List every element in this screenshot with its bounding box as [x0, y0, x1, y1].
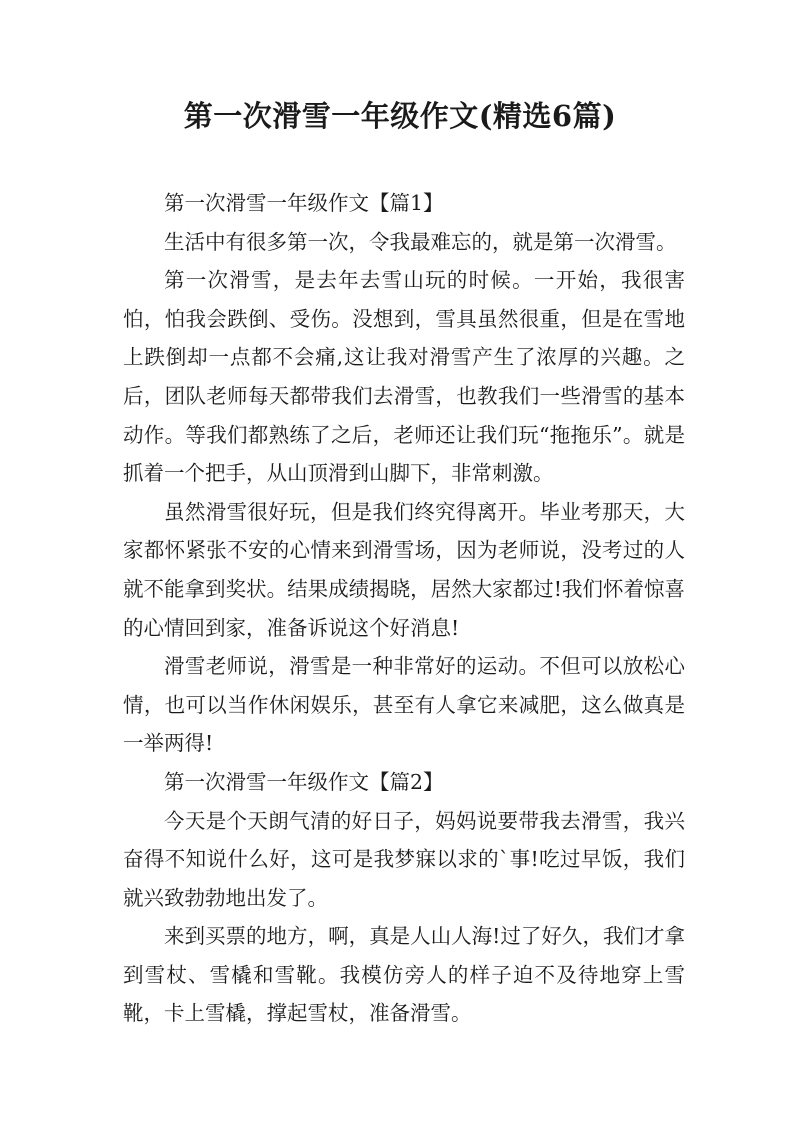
paragraph: 虽然滑雪很好玩，但是我们终究得离开。毕业考那天，大家都怀紧张不安的心情来到滑雪场，因为老师说，没考过的人就不能拿到奖状。结果成绩揭晓，居然大家都过!我们怀着惊喜的心情回到家，准备诉说这个好消息!	[123, 499, 685, 640]
paragraph: 今天是个天朗气清的好日子，妈妈说要带我去滑雪，我兴奋得不知说什么好，这可是我梦寐以求的`事!吃过早饭，我们就兴致勃勃地出发了。	[123, 808, 685, 910]
paragraph: 第一次滑雪，是去年去雪山玩的时候。一开始，我很害怕，怕我会跌倒、受伤。没想到，雪具虽然很重，但是在雪地上跌倒却一点都不会痛,这让我对滑雪产生了浓厚的兴趣。之后，团队老师每天都带我们去滑雪，也教我们一些滑雪的基本动作。等我们都熟练了之后，老师还让我们玩“拖拖乐”。就是抓着一个把手，从山顶滑到山脚下，非常刺激。	[123, 268, 685, 486]
paragraph: 生活中有很多第一次，令我最难忘的，就是第一次滑雪。	[164, 229, 677, 254]
document-body	[123, 184, 685, 1033]
document-title: 第一次滑雪一年级作文(精选6篇)	[183, 99, 617, 133]
section-heading-2: 第一次滑雪一年级作文【篇2】	[164, 769, 444, 794]
section-heading-1: 第一次滑雪一年级作文【篇1】	[164, 191, 444, 215]
paragraph: 滑雪老师说，滑雪是一种非常好的运动。不但可以放松心情，也可以当作休闲娱乐，甚至有人拿它来减肥，这么做真是一举两得!	[123, 654, 685, 756]
paragraph: 来到买票的地方，啊，真是人山人海!过了好久，我们才拿到雪杖、雪橇和雪靴。我模仿旁人的样子迫不及待地穿上雪靴，卡上雪橇，撑起雪杖，准备滑雪。	[123, 924, 685, 1026]
